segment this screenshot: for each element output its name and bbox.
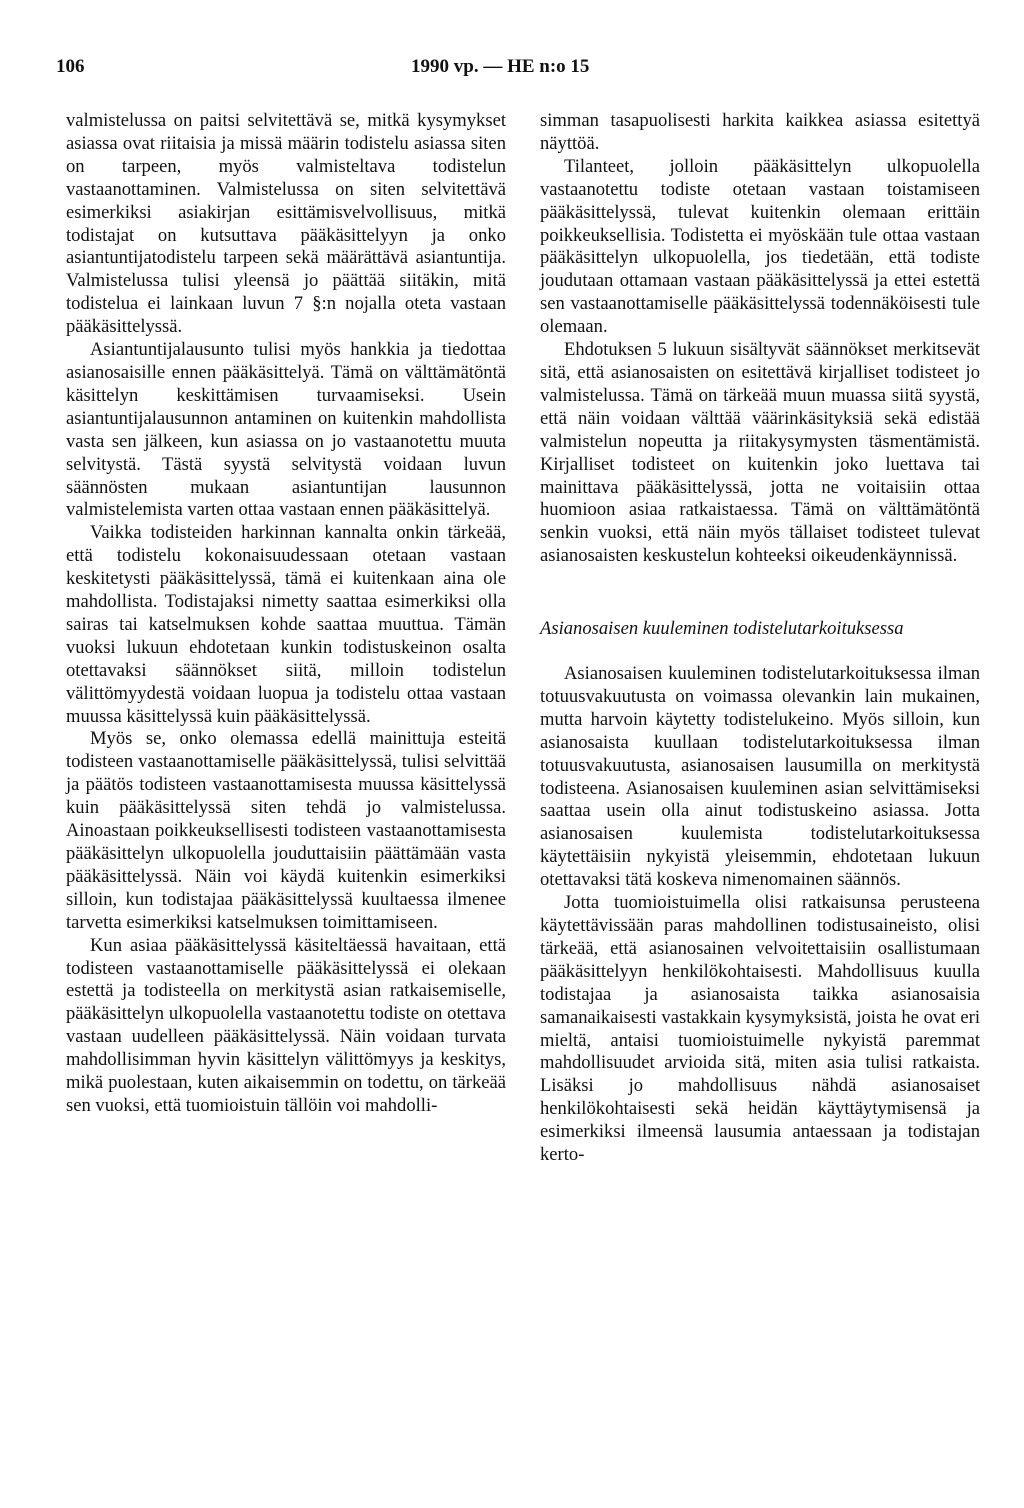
section-heading: Asianosaisen kuuleminen todistelutarkoituksessa xyxy=(540,618,904,640)
page-number: 106 xyxy=(56,56,85,77)
right-column xyxy=(540,110,980,1167)
paragraph: valmistelussa on paitsi selvitettävä se, mitkä kysymykset asiassa ovat riitaisia ja missä määrin todistelu asiassa siten on tarpeen, myös valmisteltava todistelun vastaanottaminen. Valmistelussa on siten selvitettävä esimerkiksi asiakirjan esittämisvelvollisuus, mitkä todistajat on kutsuttava pääkäsittelyyn ja onko asiantuntijatodistelu tarpeen sekä määrättävä asiantuntija. Valmistelussa tulisi yleensä jo päättää siitäkin, mitä todistelua ei lainkaan luvun 7 §:n nojalla oteta vastaan pääkäsittelyssä. xyxy=(66,110,506,338)
left-column xyxy=(66,110,506,1118)
paragraph: Asiantuntijalausunto tulisi myös hankkia ja tiedottaa asianosaisille ennen pääkäsittelyä. Tämä on välttämätöntä käsittelyn keskittämisen turvaamiseksi. Usein asiantuntijalausunnon antaminen on kuitenkin mahdollista vasta sen jälkeen, kun asiassa on jo vastaanotettu muuta selvitystä. Tästä syystä selvitystä voidaan luvun säännösten mukaan asiantuntijan lausunnon valmistelemista varten ottaa vastaan ennen pääkäsittelyä. xyxy=(66,339,506,521)
page-header xyxy=(56,56,968,86)
paragraph: Tilanteet, jolloin pääkäsittelyn ulkopuolella vastaanotettu todiste otetaan vastaan toistamiseen pääkäsittelyssä, tulevat kuitenkin olemaan erittäin poikkeuksellisia. Todistetta ei myöskään tule ottaa vastaan pääkäsittelyn ulkopuolella, jos tiedetään, että todiste joudutaan ottamaan vastaan pääkäsittelyssä ja ettei estettä sen vastaanottamiselle pääkäsittelyssä todennäköisesti tule olemaan. xyxy=(540,155,980,338)
paragraph: Jotta tuomioistuimella olisi ratkaisunsa perusteena käytettävissään paras mahdollinen todistusaineisto, olisi tärkeää, että asianosainen velvoitettaisiin osallistumaan pääkäsittelyyn henkilökohtaisesti. Mahdollisuus kuulla todistajaa ja asianosaista taikka asianosaisia samanaikaisesti vastakkain kysymyksistä, joista he ovat eri mieltä, antaisi tuomioistuimelle nykyistä paremmat mahdollisuudet arvioida sitä, miten asia tulisi ratkaista. Lisäksi jo mahdollisuus nähdä asianosaiset henkilökohtaisesti sekä heidän käyttäytymisensä ja esimerkiksi ilmeensä lausumia antaessaan ja todistajan kerto- xyxy=(540,892,980,1166)
paragraph: simman tasapuolisesti harkita kaikkea asiassa esitettyä näyttöä. xyxy=(540,110,980,154)
paragraph: Ehdotuksen 5 lukuun sisältyvät säännökset merkitsevät sitä, että asianosaisten on esitettävä kirjalliset todisteet jo valmistelussa. Tämä on tärkeää muun muassa siitä syystä, että näin voidaan välttää väärinkäsityksiä sekä edistää valmistelun nopeutta ja riitakysymysten täsmentämistä. Kirjalliset todisteet on kuitenkin joko luettava tai mainittava pääkäsittelyssä, jotta ne voitaisiin ottaa huomioon asiaa ratkaistaessa. Tämä on välttämätöntä senkin vuoksi, että näin myös tällaiset todisteet tulevat asianosaisten keskustelun kohteeksi oikeudenkäynnissä. xyxy=(540,339,980,567)
running-head: 1990 vp. — HE n:o 15 xyxy=(411,56,590,77)
paragraph: Vaikka todisteiden harkinnan kannalta onkin tärkeää, että todistelu kokonaisuudessaan otetaan vastaan keskitetysti pääkäsittelyssä, tämä ei kuitenkaan aina ole mahdollista. Todistajaksi nimetty saattaa esimerkiksi olla sairas tai katselmuksen kohde saattaa muuttua. Tämän vuoksi lukuun ehdotetaan kunkin todistuskeinon osalta otettavaksi säännökset siitä, milloin todistelun välittömyydestä voidaan luopua ja todistelu ottaa vastaan muussa käsittelyssä kuin pääkäsittelyssä. xyxy=(66,522,506,727)
paragraph: Myös se, onko olemassa edellä mainittuja esteitä todisteen vastaanottamiselle pääkäsittelyssä, tulisi selvittää ja päätös todisteen vastaanottamisesta muussa käsittelyssä kuin pääkäsittelyssä siten tehdä jo valmistelussa. Ainoastaan poikkeuksellisesti todisteen vastaanottamisesta pääkäsittelyn ulkopuolella jouduttaisiin päättämään vasta pääkäsittelyssä. Näin voi käydä kuitenkin esimerkiksi silloin, kun todistajaa pääkäsittelyssä kuultaessa ilmenee tarvetta esimerkiksi katselmuksen toimittamiseen. xyxy=(66,728,506,933)
paragraph: Asianosaisen kuuleminen todistelutarkoituksessa ilman totuusvakuutusta on voimassa olevankin lain mukainen, mutta harvoin käytetty todistelukeino. Myös silloin, kun asianosaista kuullaan todistelutarkoituksessa ilman totuusvakuutusta, asianosaisen lausumilla on merkitystä todisteena. Asianosaisen kuuleminen asian selvittämiseksi saattaa usein olla ainut todistuskeino asiassa. Jotta asianosaisen kuulemista todistelutarkoituksessa käytettäisiin nykyistä yleisemmin, ehdotetaan lukuun otettavaksi tätä koskeva nimenomainen säännös. xyxy=(540,663,980,891)
paragraph: Kun asiaa pääkäsittelyssä käsiteltäessä havaitaan, että todisteen vastaanottamiselle pääkäsittelyssä ei olekaan estettä ja todisteella on merkitystä asian ratkaisemiselle, pääkäsittelyn ulkopuolella vastaanotettu todiste on otettava vastaan uudelleen pääkäsittelyssä. Näin voidaan turvata mahdollisimman hyvin käsittelyn välittömyys ja keskitys, mikä puolestaan, kuten aikaisemmin on todettu, on tärkeää sen vuoksi, että tuomioistuin tällöin voi mahdolli- xyxy=(66,934,506,1116)
